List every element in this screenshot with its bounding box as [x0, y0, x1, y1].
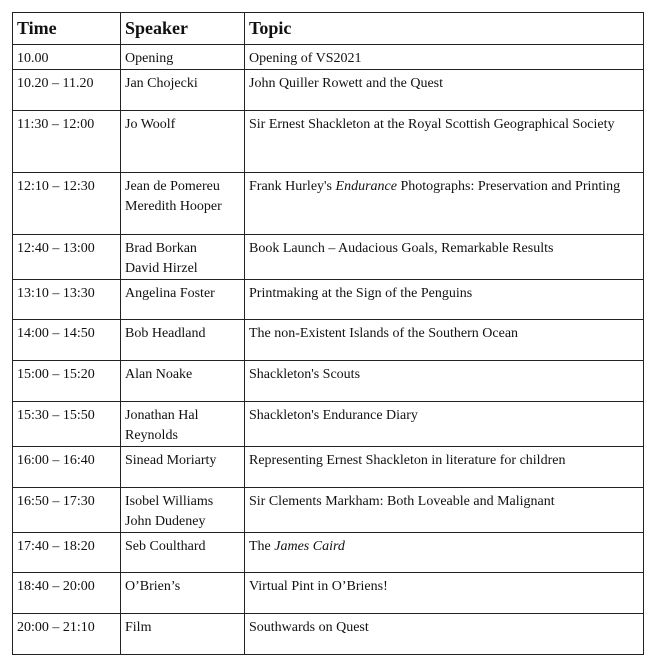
- time-cell: 15:00 – 15:20: [13, 361, 121, 402]
- table-row: [13, 402, 644, 447]
- table-row: [13, 235, 644, 280]
- speaker-cell: [121, 573, 245, 614]
- topic-cell: [245, 533, 644, 573]
- speaker-name: Jan Chojecki: [125, 76, 198, 91]
- topic-cell: [245, 235, 644, 280]
- table-row: [13, 280, 644, 320]
- topic-cell: [245, 402, 644, 447]
- topic-cell: [245, 320, 644, 361]
- topic-cell: [245, 573, 644, 614]
- header-topic: Topic: [245, 13, 644, 45]
- speaker-cell: [121, 488, 245, 533]
- speaker-cell: [121, 614, 245, 655]
- time-cell: 20:00 – 21:10: [13, 614, 121, 655]
- time-cell: 17:40 – 18:20: [13, 533, 121, 573]
- topic-text-after: Photographs: Preservation and Printing: [396, 179, 621, 194]
- header-speaker: Speaker: [121, 13, 245, 45]
- table-row: [13, 447, 644, 488]
- topic-cell: [245, 111, 644, 173]
- schedule-header: [13, 13, 644, 45]
- topic-italic-text: Endurance: [335, 179, 397, 194]
- time-cell: 16:00 – 16:40: [13, 447, 121, 488]
- header-time: Time: [13, 13, 121, 45]
- speaker-name: Isobel Williams: [125, 494, 214, 509]
- topic-cell: [245, 447, 644, 488]
- table-row: [13, 488, 644, 533]
- topic-cell: [245, 45, 644, 70]
- table-row: [13, 173, 644, 235]
- speaker-name: Brad Borkan: [125, 241, 197, 256]
- speaker-name: Reynolds: [125, 428, 178, 443]
- speaker-name: Angelina Foster: [125, 286, 215, 301]
- speaker-cell: [121, 111, 245, 173]
- topic-text: Printmaking at the Sign of the Penguins: [249, 286, 473, 301]
- speaker-cell: [121, 533, 245, 573]
- time-cell: 10.20 – 11.20: [13, 70, 121, 111]
- table-row: [13, 111, 644, 173]
- table-row: [13, 533, 644, 573]
- speaker-cell: [121, 402, 245, 447]
- time-cell: 11:30 – 12:00: [13, 111, 121, 173]
- time-cell: 14:00 – 14:50: [13, 320, 121, 361]
- table-row: [13, 70, 644, 111]
- header-row: [13, 13, 644, 45]
- schedule-table: [12, 12, 644, 655]
- speaker-cell: [121, 235, 245, 280]
- topic-text: Opening of VS2021: [249, 51, 362, 66]
- topic-text: Frank Hurley's: [249, 179, 336, 194]
- speaker-name: Jean de Pomereu: [125, 179, 220, 194]
- speaker-cell: [121, 70, 245, 111]
- speaker-name: Jonathan Hal: [125, 408, 199, 423]
- speaker-name: John Dudeney: [125, 514, 206, 529]
- topic-cell: [245, 614, 644, 655]
- topic-italic-text: James Caird: [274, 539, 345, 554]
- time-cell: 15:30 – 15:50: [13, 402, 121, 447]
- speaker-name: Jo Woolf: [125, 117, 176, 132]
- speaker-cell: [121, 173, 245, 235]
- table-row: [13, 361, 644, 402]
- speaker-name: David Hirzel: [125, 261, 198, 276]
- speaker-name: Alan Noake: [125, 367, 193, 382]
- topic-text: Representing Ernest Shackleton in literature for children: [249, 453, 566, 468]
- topic-text: Sir Clements Markham: Both Loveable and Malignant: [249, 494, 555, 509]
- topic-cell: [245, 70, 644, 111]
- table-row: [13, 614, 644, 655]
- speaker-name: Film: [125, 620, 152, 635]
- topic-text: John Quiller Rowett and the Quest: [249, 76, 444, 91]
- topic-text: Virtual Pint in O’Briens!: [249, 579, 388, 594]
- topic-text: Shackleton's Scouts: [249, 367, 361, 382]
- topic-text: The: [249, 539, 275, 554]
- topic-cell: [245, 488, 644, 533]
- time-cell: 10.00: [13, 45, 121, 70]
- time-cell: 16:50 – 17:30: [13, 488, 121, 533]
- speaker-name: Meredith Hooper: [125, 199, 222, 214]
- speaker-name: Sinead Moriarty: [125, 453, 217, 468]
- speaker-cell: [121, 447, 245, 488]
- topic-text: The non-Existent Islands of the Southern Ocean: [249, 326, 519, 341]
- table-row: [13, 45, 644, 70]
- table-row: [13, 320, 644, 361]
- time-cell: 12:40 – 13:00: [13, 235, 121, 280]
- speaker-name: Seb Coulthard: [125, 539, 206, 554]
- topic-text: Book Launch – Audacious Goals, Remarkable Results: [249, 241, 554, 256]
- topic-text: Sir Ernest Shackleton at the Royal Scottish Geographical Society: [249, 117, 615, 132]
- topic-cell: [245, 361, 644, 402]
- schedule-body: [13, 45, 644, 655]
- time-cell: 13:10 – 13:30: [13, 280, 121, 320]
- table-row: [13, 573, 644, 614]
- speaker-cell: [121, 45, 245, 70]
- speaker-name: Bob Headland: [125, 326, 206, 341]
- topic-cell: [245, 280, 644, 320]
- time-cell: 12:10 – 12:30: [13, 173, 121, 235]
- speaker-cell: [121, 361, 245, 402]
- speaker-cell: [121, 280, 245, 320]
- speaker-name: Opening: [125, 51, 174, 66]
- topic-text: Southwards on Quest: [249, 620, 369, 635]
- speaker-name: O’Brien’s: [125, 579, 181, 594]
- speaker-cell: [121, 320, 245, 361]
- time-cell: 18:40 – 20:00: [13, 573, 121, 614]
- topic-cell: [245, 173, 644, 235]
- topic-text: Shackleton's Endurance Diary: [249, 408, 418, 423]
